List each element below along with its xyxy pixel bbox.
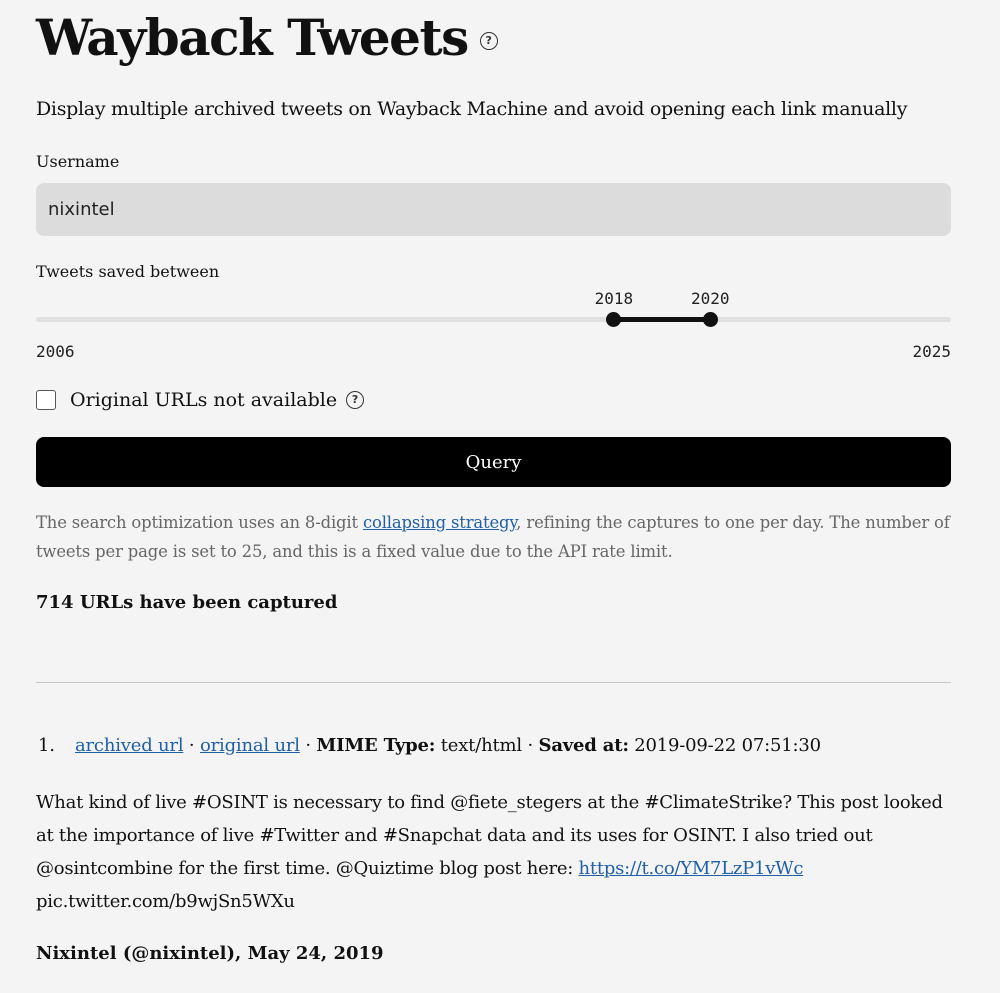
result-meta [36, 732, 821, 760]
collapsing-strategy-link[interactable]: collapsing strategy [362, 513, 517, 532]
slider-track[interactable] [36, 317, 951, 322]
date-range-label: Tweets saved between [36, 262, 220, 281]
tweet-author: Nixintel (@nixintel), May 24, 2019 [36, 943, 384, 964]
slider-end-value: 2020 [690, 289, 730, 308]
original-urls-option [36, 389, 364, 411]
tweet-body: What kind of live #OSINT is necessary to find @fiete_stegers at the #ClimateStrike? This post looked at the importance of live #Twitter and #Snapchat data and its uses for OSINT. I also tried out @osintcombine for the first time. @Quiztime blog post here: [36, 792, 943, 879]
page-subtitle: Display multiple archived tweets on Wayback Machine and avoid opening each link manually [36, 98, 908, 120]
tweet-link[interactable]: https://t.co/YM7LzP1vWc [578, 858, 804, 879]
question-circle-icon[interactable]: ? [346, 391, 364, 409]
date-range-slider[interactable] [36, 286, 951, 366]
saved-at-label: Saved at: [538, 735, 629, 756]
page-title: Wayback Tweets [36, 8, 468, 67]
mime-type-value: text/html [435, 735, 522, 756]
tweet-pic-link: pic.twitter.com/b9wjSn5WXu [36, 891, 295, 912]
captured-count: 714 URLs have been captured [36, 592, 338, 613]
separator: · [299, 735, 317, 756]
result-index: 1. [38, 735, 55, 756]
header [36, 6, 498, 70]
slider-min-label: 2006 [36, 342, 75, 361]
saved-at-value: 2019-09-22 07:51:30 [628, 735, 821, 756]
original-urls-checkbox-label[interactable]: Original URLs not available [70, 389, 338, 411]
archived-url-link[interactable]: archived url [75, 735, 184, 756]
original-urls-checkbox[interactable] [36, 390, 56, 410]
slider-end-handle[interactable] [703, 312, 718, 327]
tweet-text [36, 786, 951, 918]
note-text: , refining the captures to one per day. The number of tweets per page is set to 25, and this is a fixed value due to the API rate limit. [36, 513, 950, 561]
slider-max-label: 2025 [912, 342, 951, 361]
separator: · [183, 735, 200, 756]
mime-type-label: MIME Type: [316, 735, 436, 756]
slider-start-value: 2018 [594, 289, 634, 308]
username-label: Username [36, 152, 120, 171]
original-url-link[interactable]: original url [199, 735, 300, 756]
note-text: The search optimization uses an 8-digit [36, 513, 363, 532]
search-optimization-note [36, 508, 951, 566]
separator: · [521, 735, 539, 756]
question-circle-icon[interactable]: ? [480, 32, 498, 50]
slider-selected-range [614, 317, 710, 322]
slider-start-handle[interactable] [606, 312, 621, 327]
divider [36, 682, 951, 683]
query-button[interactable]: Query [36, 437, 951, 487]
username-input[interactable] [36, 183, 951, 236]
